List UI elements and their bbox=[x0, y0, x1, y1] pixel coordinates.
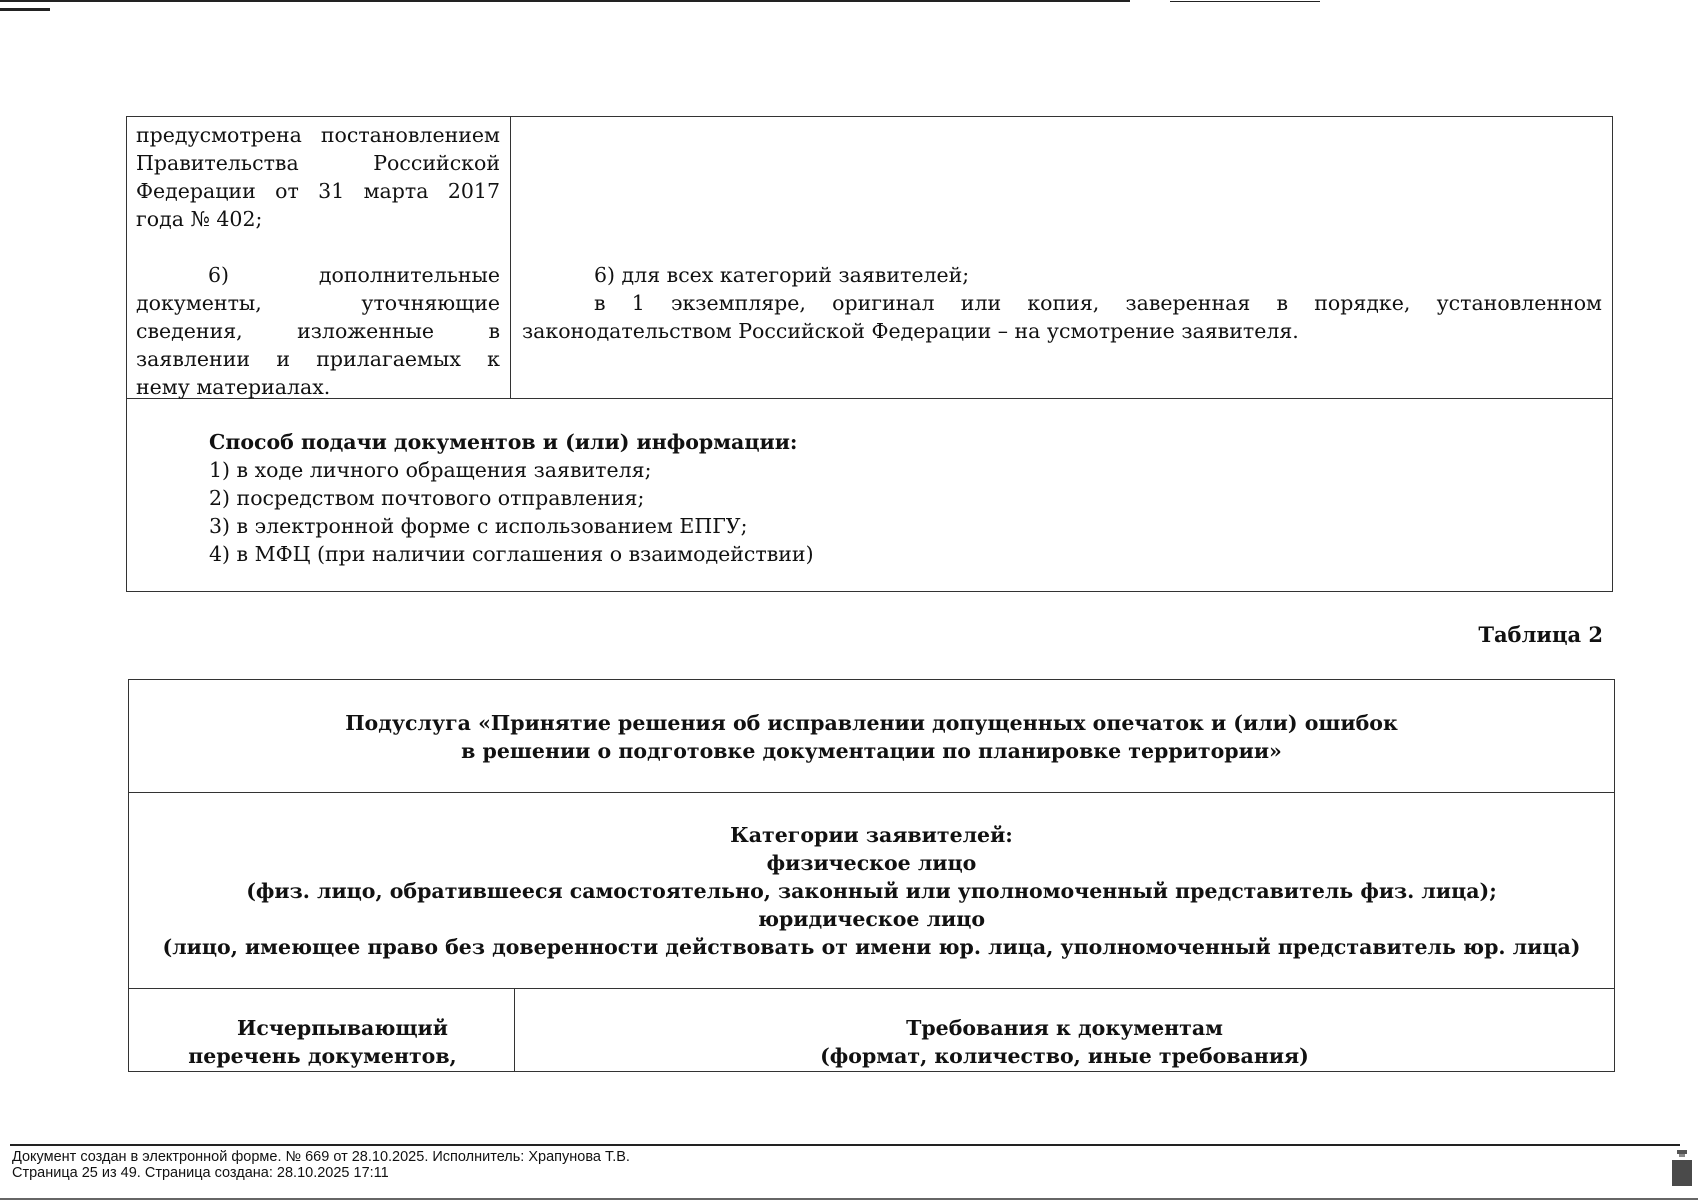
category-line: юридическое лицо bbox=[757, 907, 986, 931]
column-header-row bbox=[129, 989, 1614, 1071]
category-line: физическое лицо bbox=[766, 851, 977, 875]
footer-divider bbox=[10, 1144, 1680, 1146]
document-item-text: 6) дополнительные документы, уточняющие сведения, изложенные в заявлении и прилагаемых к нему материалах. bbox=[136, 263, 500, 399]
footer-line: Страница 25 из 49. Страница создана: 28.10.2025 17:11 bbox=[12, 1165, 389, 1181]
table-row bbox=[127, 117, 1612, 399]
requirement-heading: 6) для всех категорий заявителей; bbox=[594, 263, 970, 287]
column-header-requirements bbox=[515, 989, 1614, 1096]
column-header-line: Исчерпывающий bbox=[237, 1016, 448, 1040]
scan-artifact-line bbox=[0, 8, 50, 11]
documents-list-cell bbox=[127, 117, 511, 398]
footer-line: Документ создан в электронной форме. № 669 от 28.10.2025. Исполнитель: Храпунова Т.В. bbox=[12, 1149, 630, 1165]
subservice-title-line: Подуслуга «Принятие решения об исправлении допущенных опечаток и (или) ошибок bbox=[345, 711, 1398, 735]
column-header-line: перечень документов, bbox=[188, 1044, 457, 1068]
column-header-line: (формат, количество, иные требования) bbox=[820, 1044, 1309, 1068]
requirement-text: в 1 экземпляре, оригинал или копия, заверенная в порядке, установленном законодательством Российской Федерации – на усмотрение заявителя. bbox=[522, 291, 1602, 343]
table-label: Таблица 2 bbox=[1478, 622, 1603, 647]
emblem-icon bbox=[1672, 1150, 1692, 1186]
column-header-documents bbox=[131, 989, 515, 1071]
document-footer bbox=[12, 1149, 630, 1181]
column-header-line: Требования к документам bbox=[906, 1016, 1223, 1040]
submission-item: 1) в ходе личного обращения заявителя; bbox=[209, 458, 652, 482]
applicant-categories-cell bbox=[129, 793, 1614, 989]
submission-item: 4) в МФЦ (при наличии соглашения о взаимодействии) bbox=[209, 542, 814, 566]
categories-heading: Категории заявителей: bbox=[730, 823, 1013, 847]
scan-artifact-line bbox=[0, 0, 1130, 2]
subservice-title-cell bbox=[129, 680, 1614, 793]
subservice-table bbox=[128, 679, 1615, 1072]
document-item-text: предусмотрена постановлением Правительства Российской Федерации от 31 марта 2017 года № 402; bbox=[136, 123, 500, 231]
document-requirements-cell bbox=[511, 117, 1612, 398]
category-line: (лицо, имеющее право без доверенности действовать от имени юр. лица, уполномоченный представитель юр. лица) bbox=[162, 935, 1581, 959]
submission-item: 3) в электронной форме с использованием ЕПГУ; bbox=[209, 514, 748, 538]
submission-item: 2) посредством почтового отправления; bbox=[209, 486, 645, 510]
subservice-title-line: в решении о подготовке документации по планировке территории» bbox=[461, 739, 1282, 763]
submission-heading: Способ подачи документов и (или) информации: bbox=[209, 430, 798, 454]
category-line: (физ. лицо, обратившееся самостоятельно, законный или уполномоченный представитель физ. лица); bbox=[246, 879, 1497, 903]
requirements-table-continuation bbox=[126, 116, 1613, 592]
scan-artifact-line bbox=[1170, 1, 1320, 2]
submission-methods-cell bbox=[127, 398, 1612, 591]
